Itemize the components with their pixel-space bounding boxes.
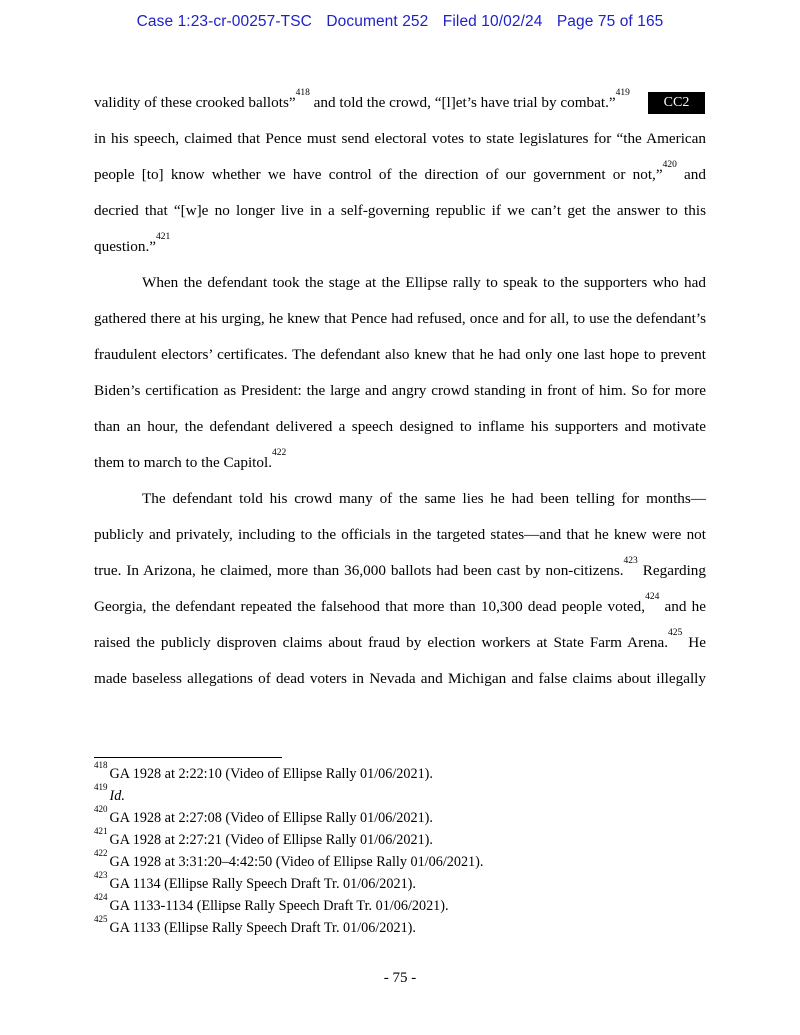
text-line: Biden’s certification as President: the large and angry crowd standing in front of him. So for more bbox=[94, 382, 706, 399]
text-line: Georgia, the defendant repeated the falsehood that more than 10,300 dead people voted,$^{424}$ and he bbox=[94, 592, 707, 615]
case-header bbox=[0, 13, 800, 31]
footnote: $^{423}$GA 1134 (Ellipse Rally Speech Draft Tr. 01/06/2021). bbox=[94, 870, 416, 892]
footnote-ref[interactable]: 418 bbox=[295, 88, 310, 98]
text-line: validity of these crooked ballots”$^{418}$ and told the crowd, “[l]et’s have trial by combat.”$^{419}$ bbox=[94, 88, 630, 111]
footnote-ref[interactable]: 424 bbox=[645, 592, 660, 602]
footnote: $^{420}$GA 1928 at 2:27:08 (Video of Ellipse Rally 01/06/2021). bbox=[94, 804, 433, 826]
text-line: When the defendant took the stage at the Ellipse rally to speak to the supporters who had bbox=[142, 274, 706, 291]
text-line: gathered there at his urging, he knew that Pence had refused, once and for all, to use the defendant’s bbox=[94, 310, 706, 327]
footnote-ref[interactable]: 423 bbox=[623, 556, 638, 566]
document-number: Document 252 bbox=[326, 13, 429, 30]
footnote: $^{422}$GA 1928 at 3:31:20–4:42:50 (Video of Ellipse Rally 01/06/2021). bbox=[94, 848, 484, 870]
footnote-ref[interactable]: 425 bbox=[668, 628, 683, 638]
footnote: $^{419}$Id. bbox=[94, 782, 125, 804]
footnote-ref[interactable]: 420 bbox=[662, 160, 677, 170]
footnote: $^{424}$GA 1133-1134 (Ellipse Rally Speech Draft Tr. 01/06/2021). bbox=[94, 892, 449, 914]
footnote: $^{425}$GA 1133 (Ellipse Rally Speech Draft Tr. 01/06/2021). bbox=[94, 914, 416, 936]
text-line: question.”$^{421}$ bbox=[94, 232, 171, 255]
text-line: in his speech, claimed that Pence must send electoral votes to state legislatures for “the American bbox=[94, 130, 706, 147]
text-line: publicly and privately, including to the officials in the targeted states—and that he knew were not bbox=[94, 526, 706, 543]
redaction-box: CC2 bbox=[648, 92, 705, 114]
text-line: them to march to the Capitol.$^{422}$ bbox=[94, 448, 287, 471]
text-line: than an hour, the defendant delivered a speech designed to inflame his supporters and motivate bbox=[94, 418, 706, 435]
page-count: Page 75 of 165 bbox=[556, 13, 664, 30]
text-line: The defendant told his crowd many of the same lies he had been telling for months— bbox=[142, 490, 706, 507]
footnote: $^{421}$GA 1928 at 2:27:21 (Video of Ellipse Rally 01/06/2021). bbox=[94, 826, 433, 848]
text-line: raised the publicly disproven claims about fraud by election workers at State Farm Arena.$^{425}$ He bbox=[94, 628, 706, 651]
footnote-ref[interactable]: 419 bbox=[615, 88, 630, 98]
filed-date: Filed 10/02/24 bbox=[442, 13, 543, 30]
text-line: people [to] know whether we have control of the direction of our government or not,”$^{420}$ and bbox=[94, 160, 706, 183]
text-line: fraudulent electors’ certificates. The defendant also knew that he had only one last hope to prevent bbox=[94, 346, 706, 363]
case-number: Case 1:23-cr-00257-TSC bbox=[136, 13, 312, 30]
text-line: true. In Arizona, he claimed, more than 36,000 ballots had been cast by non-citizens.$^{423}$ Regarding bbox=[94, 556, 706, 579]
text-line: made baseless allegations of dead voters in Nevada and Michigan and false claims about illegally bbox=[94, 670, 706, 687]
footnote: $^{418}$GA 1928 at 2:22:10 (Video of Ellipse Rally 01/06/2021). bbox=[94, 760, 433, 782]
footnote-ref[interactable]: 421 bbox=[156, 232, 171, 242]
footnote-divider bbox=[94, 757, 282, 758]
page-number: - 75 - bbox=[383, 970, 417, 986]
text-line: decried that “[w]e no longer live in a self-governing republic if we can’t get the answer to this bbox=[94, 202, 706, 219]
footnote-ref[interactable]: 422 bbox=[272, 448, 287, 458]
